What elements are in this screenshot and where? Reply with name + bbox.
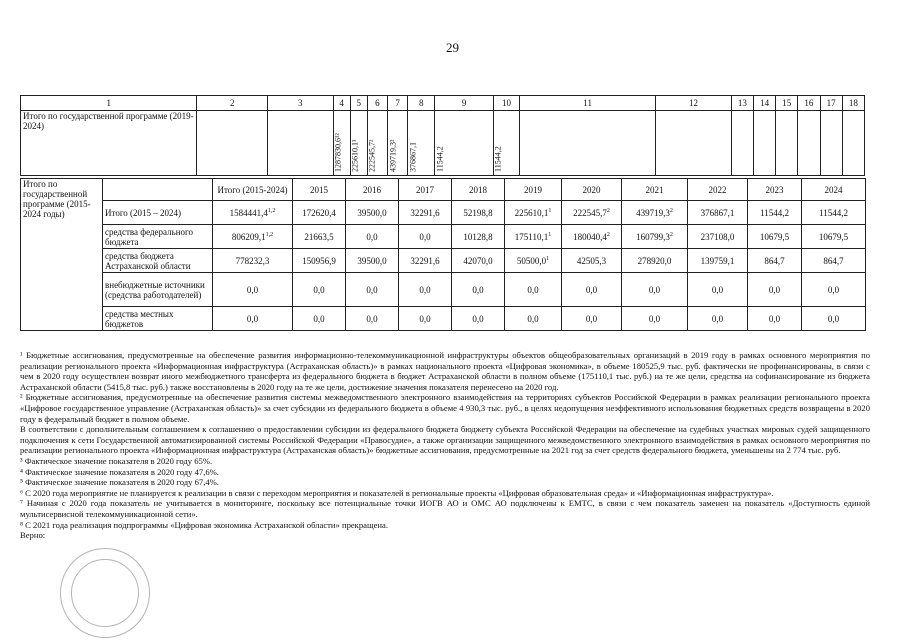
cell-value: 175110,1 <box>514 231 549 242</box>
cell-value: 0,0 <box>213 307 293 331</box>
cell-value: 0,0 <box>748 307 802 331</box>
col-num: 1 <box>21 96 197 111</box>
cell-value: 42505,3 <box>576 255 607 266</box>
cell-value: 0,0 <box>293 273 346 307</box>
cell-value: 10128,8 <box>452 225 505 249</box>
col-num: 16 <box>798 96 820 111</box>
col-num: 17 <box>820 96 842 111</box>
cell-value: 0,0 <box>452 307 505 331</box>
group-label: Итого по государственной программе (2015-2024 годы) <box>21 179 103 331</box>
col-header: 2022 <box>688 179 748 201</box>
col-num: 13 <box>731 96 753 111</box>
cell-value: 222545,7 <box>573 207 607 218</box>
cell-value: 21663,5 <box>293 225 346 249</box>
col-num: 11 <box>520 96 656 111</box>
cell-value: 1584441,4 <box>229 207 268 218</box>
vertical-value: 376867,1 <box>408 111 435 176</box>
footnote: ⁸ С 2021 года реализация подпрограммы «Цифровая экономика Астраханской области» прекращена. <box>20 519 388 530</box>
cell-value: 172620,4 <box>293 201 346 225</box>
cell-value: 150956,9 <box>293 249 346 273</box>
cell-value: 0,0 <box>562 273 622 307</box>
cell-value: 42070,0 <box>452 249 505 273</box>
cell-value: 0,0 <box>452 273 505 307</box>
col-header: Итого (2015-2024) <box>213 179 293 201</box>
table-row: Итого (2015 – 2024) 1584441,4$^{1,2}$ 172620,4 39500,0 32291,6 52198,8 225610,1$^1$ 222545,7$^2$ 439719,3$^2$ 376867,1 11544,2 11544,2 <box>21 201 866 225</box>
col-num: 6 <box>367 96 387 111</box>
footnote: ⁶ С 2020 года мероприятие не планируется к реализации в связи с переходом мероприятия и показателей в региональные проекты «Цифровая образовательная среда» и «Информационная инфраструктура». <box>20 487 774 498</box>
col-header: 2016 <box>346 179 399 201</box>
col-header: 2018 <box>452 179 505 201</box>
column-number-row <box>21 96 865 111</box>
col-header: 2017 <box>399 179 452 201</box>
row-label: внебюджетные источники (средства работодателей) <box>103 273 213 307</box>
cell-value: 864,7 <box>802 249 866 273</box>
cell-value: 806209,1 <box>231 231 266 242</box>
table-row <box>21 273 866 307</box>
cell-value: 10679,5 <box>802 225 866 249</box>
col-num: 2 <box>197 96 268 111</box>
vertical-value: 11544,2 <box>435 111 493 176</box>
cell-value: 52198,8 <box>452 201 505 225</box>
col-num: 8 <box>408 96 435 111</box>
cell-value: 180040,4 <box>573 231 607 242</box>
vertical-value: 439719,3² <box>388 111 408 176</box>
cell-value: 0,0 <box>802 273 866 307</box>
col-num: 5 <box>350 96 367 111</box>
cell-value: 0,0 <box>399 273 452 307</box>
col-header: 2019 <box>505 179 562 201</box>
cell-value: 160799,3 <box>636 231 670 242</box>
col-num: 3 <box>268 96 334 111</box>
table-row <box>21 307 866 331</box>
cell-value: 278920,0 <box>637 255 672 266</box>
page-number: 29 <box>446 40 459 55</box>
vertical-value: 222545,7² <box>367 111 387 176</box>
cell-value: 39500,0 <box>346 201 399 225</box>
cell-value: 237108,0 <box>688 225 748 249</box>
cell-value: 50500,0 <box>516 255 547 266</box>
cell-value: 32291,6 <box>399 249 452 273</box>
cell-value: 32291,6 <box>399 201 452 225</box>
row-label: Итого (2015 – 2024) <box>103 201 213 225</box>
cell-value: 864,7 <box>748 249 802 273</box>
footnotes <box>20 350 870 541</box>
cell-value: 0,0 <box>346 225 399 249</box>
vertical-value: 11544,2 <box>493 111 519 176</box>
col-header: 2021 <box>622 179 688 201</box>
summary-table-2019-2024 <box>20 95 865 176</box>
cell-value: 0,0 <box>622 307 688 331</box>
col-num: 9 <box>435 96 493 111</box>
cell-value: 0,0 <box>293 307 346 331</box>
col-header: 2020 <box>562 179 622 201</box>
cell-value: 139759,1 <box>688 249 748 273</box>
footnote: ³ Фактическое значение показателя в 2020 году 65%. <box>20 455 213 466</box>
vertical-value: 225610,1¹ <box>350 111 367 176</box>
footnote: ⁵ Фактическое значение показателя в 2020 году 67,4%. <box>20 477 219 488</box>
cell-value: 225610,1 <box>514 207 549 218</box>
cell-value: 376867,1 <box>688 201 748 225</box>
cell-value: 11544,2 <box>748 201 802 225</box>
year-header-row <box>21 179 866 201</box>
row-label: средства местных бюджетов <box>103 307 213 331</box>
col-header: 2024 <box>802 179 866 201</box>
row-label: средства федерального бюджета <box>103 225 213 249</box>
row-label: средства бюджета Астраханской области <box>103 249 213 273</box>
cell-value: 0,0 <box>346 307 399 331</box>
footnote: В соответствии с дополнительным соглашением к соглашению о предоставлении субсидии из федерального бюджета бюджету субъекта Российской Федерации на обеспечение на судебных участках мировых судей защищенного подключения к сети Государственной автоматизированной системы Российской Федерации «Правосудие», а также организации защищенного межведомственного электронного взаимодействия в рамках основного мероприятия по реализации регионального проекта «Информационная инфраструктура (Астраханская область)» бюджетные ассигнования, предусмотренные на 2021 год за счет средств федерального бюджета, уменьшены на 2 774 тыс. руб. <box>20 424 870 456</box>
cell-value: 0,0 <box>213 273 293 307</box>
cell-value: 0,0 <box>802 307 866 331</box>
table-row: средства федерального бюджета 806209,1$^{1,2}$ 21663,5 0,0 0,0 10128,8 175110,1$^1$ 180040,4$^2$ 160799,3$^2$ 237108,0 10679,5 10679,5 <box>21 225 866 249</box>
col-num: 12 <box>656 96 732 111</box>
col-num: 4 <box>333 96 350 111</box>
cell-value: 39500,0 <box>346 249 399 273</box>
cell-value: 439719,3 <box>636 207 670 218</box>
col-num: 7 <box>388 96 408 111</box>
verno-label: Верно: <box>20 530 46 541</box>
cell-value: 0,0 <box>622 273 688 307</box>
col-num: 18 <box>842 96 864 111</box>
col-num: 15 <box>776 96 798 111</box>
cell-value: 0,0 <box>688 273 748 307</box>
funding-table-2015-2024 <box>20 178 866 331</box>
col-num: 10 <box>493 96 519 111</box>
footnote: ¹ Бюджетные ассигнования, предусмотренные на обеспечение развития информационно-телекоммуникационной инфраструктуры объектов общеобразовательных организаций в 2019 году в рамках основного мероприятия по реализации регионального проекта «Информационная инфраструктура (Астраханская область)» в рамках национального проекта «Цифровая экономика», в объеме 180525,9 тыс. руб. фактически не профинансированы, в связи с чем в 2020 году осуществлен возврат иного межбюджетного трансферта из федерального бюджета в бюджет Астраханской области в полном объеме (175110,1 тыс. руб.) на те же цели, средства на софинансирование из бюджета Астраханской области (5415,8 тыс. руб.) также восстановлены в 2020 году на те же цели, достижение значения показателя перенесено на 2020 год. <box>20 350 870 392</box>
cell-value: 0,0 <box>346 273 399 307</box>
footnote: ² Бюджетные ассигнования, предусмотренные на обеспечение развития системы межведомственного электронного взаимодействия на территориях субъектов Российской Федерации в рамках реализации регионального проекта «Цифровое государственное управление (Астраханская область)» за счет субсидии из федерального бюджета в объеме 4 930,3 тыс. руб., в целях недопущения неэффективного использования бюджетных средств возвращены в 2020 году в федеральный бюджет в полном объеме. <box>20 392 870 424</box>
cell-value: 0,0 <box>399 307 452 331</box>
table-row <box>21 111 865 176</box>
row-label: Итого по государственной программе (2019-2024) <box>21 111 197 176</box>
seal-stamp-icon <box>60 548 150 638</box>
footnote: ⁷ Начиная с 2020 года показатель не учитывается в мониторинге, поскольку все потенциальные точки ИОГВ АО и ОМС АО подключены к ЕМТС, в связи с чем показатель заменен на показатель «Доступность единой мультисервисной телекоммуникационной сети». <box>20 498 870 519</box>
col-header: 2015 <box>293 179 346 201</box>
cell-value: 10679,5 <box>748 225 802 249</box>
table-row: средства бюджета Астраханской области 778232,3 150956,9 39500,0 32291,6 42070,0 50500,0$^1$ 42505,3 278920,0 139759,1 864,7 864,7 <box>21 249 866 273</box>
vertical-value: 1287830,6¹² <box>333 111 350 176</box>
cell-value: 11544,2 <box>802 201 866 225</box>
cell-value: 0,0 <box>688 307 748 331</box>
cell-value: 0,0 <box>399 225 452 249</box>
footnote: ⁴ Фактическое значение показателя в 2020 году 47,6%. <box>20 466 219 477</box>
cell-value: 0,0 <box>505 273 562 307</box>
cell-value: 0,0 <box>505 307 562 331</box>
cell-value: 778232,3 <box>235 255 270 266</box>
cell-value: 0,0 <box>748 273 802 307</box>
col-header: 2023 <box>748 179 802 201</box>
cell-value: 0,0 <box>562 307 622 331</box>
col-num: 14 <box>753 96 775 111</box>
